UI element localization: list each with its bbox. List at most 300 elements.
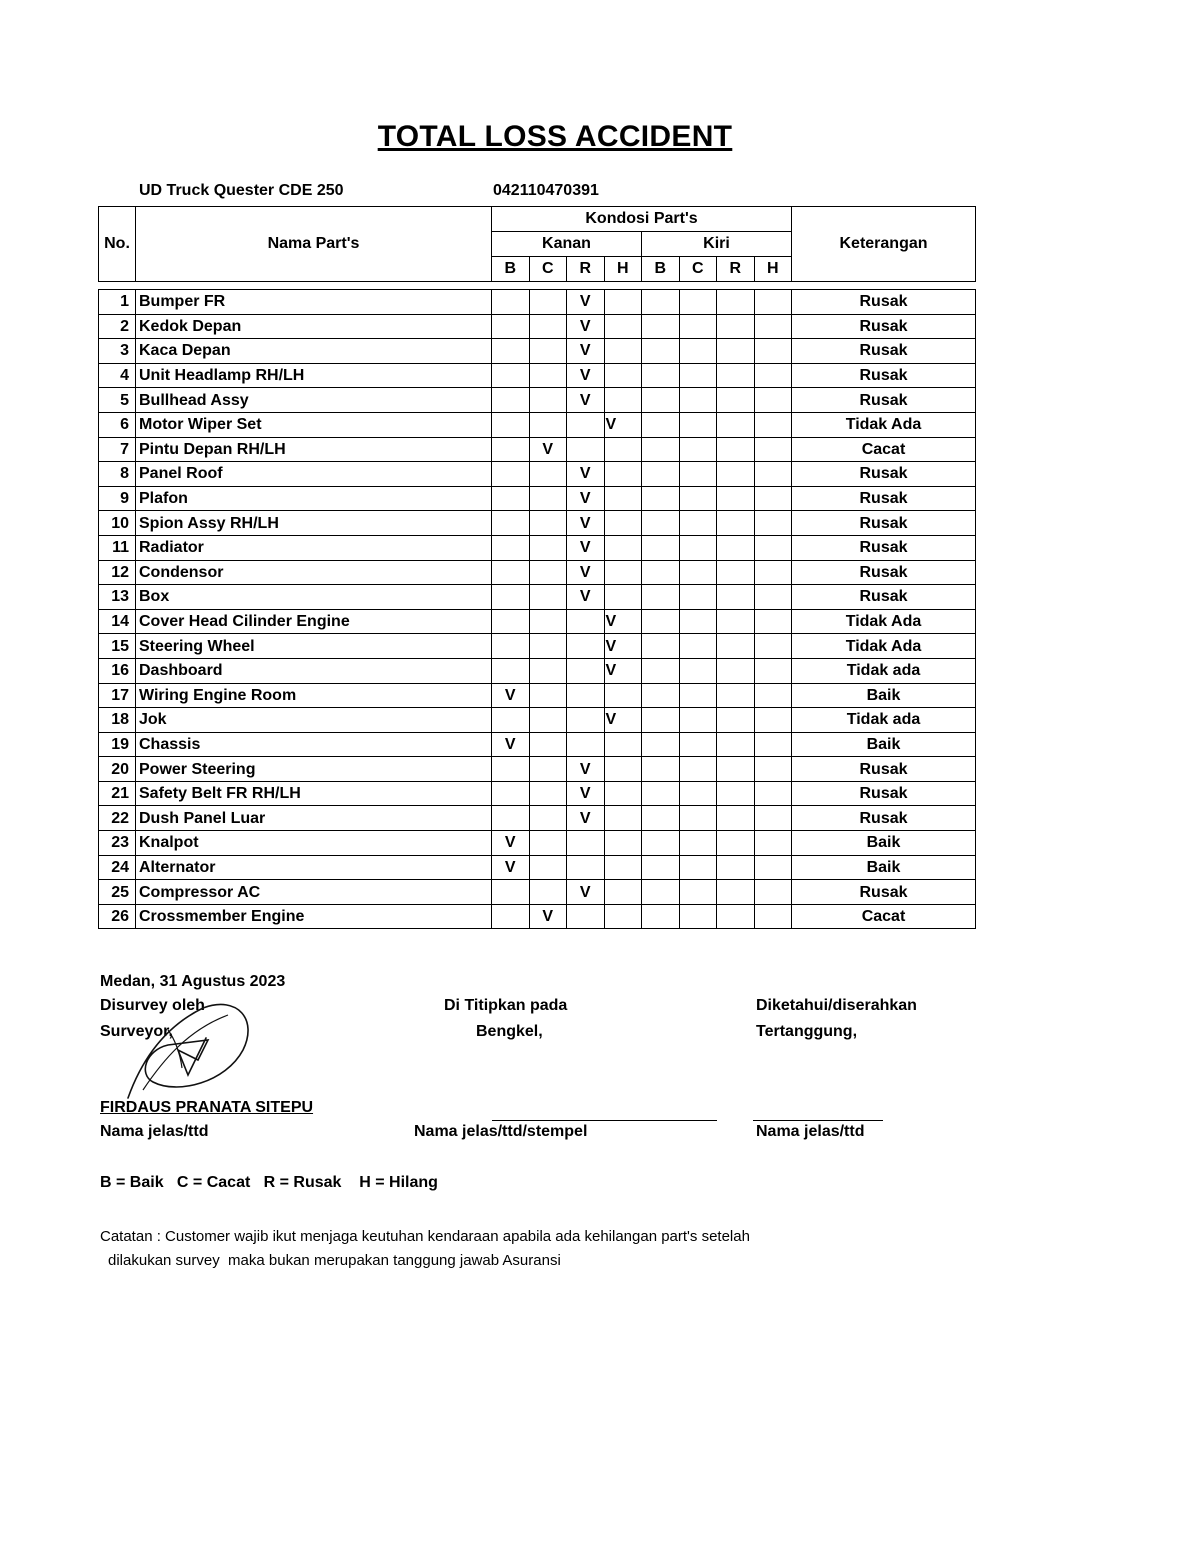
- table-row: [99, 806, 976, 831]
- condition-cell-b-left: [642, 290, 680, 315]
- condition-cell-r-right: [567, 855, 605, 880]
- condition-cell-b-right: [492, 412, 530, 437]
- condition-cell-b-left: [642, 535, 680, 560]
- condition-cell-c-left: [679, 831, 717, 856]
- condition-cell-b-right: [492, 880, 530, 905]
- condition-cell-h-left: [754, 757, 792, 782]
- condition-cell-h-left: [754, 560, 792, 585]
- table-row: [99, 708, 976, 733]
- condition-cell-r-left: [717, 363, 755, 388]
- row-number: 3: [99, 339, 136, 364]
- condition-cell-c-left: [679, 585, 717, 610]
- condition-cell-b-left: [642, 388, 680, 413]
- header-sub-h-right: H: [604, 257, 642, 282]
- condition-cell-c-right: V: [529, 437, 567, 462]
- row-number: 20: [99, 757, 136, 782]
- condition-cell-c-left: [679, 757, 717, 782]
- condition-cell-c-left: [679, 658, 717, 683]
- part-name: Kedok Depan: [136, 314, 492, 339]
- condition-cell-r-left: [717, 486, 755, 511]
- condition-cell-b-left: [642, 831, 680, 856]
- document-number: 042110470391: [493, 182, 599, 199]
- surveyor-label-line2: Surveyor,: [100, 1023, 173, 1040]
- workshop-signature-line: [492, 1120, 717, 1121]
- part-name: Safety Belt FR RH/LH: [136, 781, 492, 806]
- part-name: Motor Wiper Set: [136, 412, 492, 437]
- part-note: Rusak: [792, 388, 976, 413]
- condition-cell-c-right: [529, 609, 567, 634]
- table-row: [99, 781, 976, 806]
- condition-cell-r-right: V: [567, 388, 605, 413]
- signature-date: Medan, 31 Agustus 2023: [100, 973, 286, 990]
- table-header: [98, 206, 976, 282]
- condition-cell-h-left: [754, 708, 792, 733]
- condition-cell-c-right: [529, 560, 567, 585]
- condition-cell-b-right: [492, 658, 530, 683]
- row-number: 13: [99, 585, 136, 610]
- condition-cell-r-right: [567, 437, 605, 462]
- condition-cell-b-left: [642, 585, 680, 610]
- table-row: [99, 314, 976, 339]
- row-number: 26: [99, 904, 136, 929]
- part-name: Crossmember Engine: [136, 904, 492, 929]
- note-line-2: dilakukan survey maka bukan merupakan tanggung jawab Asuransi: [108, 1252, 561, 1269]
- table-row: [99, 486, 976, 511]
- row-number: 24: [99, 855, 136, 880]
- condition-legend: B = Baik C = Cacat R = Rusak H = Hilang: [100, 1174, 438, 1191]
- condition-cell-r-left: [717, 412, 755, 437]
- condition-cell-c-left: [679, 339, 717, 364]
- condition-cell-h-right: [604, 363, 642, 388]
- header-sub-c-left: C: [679, 257, 717, 282]
- row-number: 8: [99, 462, 136, 487]
- table-row: [99, 560, 976, 585]
- condition-cell-h-left: [754, 855, 792, 880]
- table-row: [99, 831, 976, 856]
- condition-cell-h-right: V: [604, 708, 642, 733]
- part-name: Spion Assy RH/LH: [136, 511, 492, 536]
- table-row: [99, 339, 976, 364]
- condition-cell-c-right: [529, 880, 567, 905]
- condition-cell-c-left: [679, 634, 717, 659]
- condition-cell-b-left: [642, 658, 680, 683]
- condition-cell-r-left: [717, 781, 755, 806]
- condition-cell-b-right: [492, 757, 530, 782]
- condition-cell-r-right: V: [567, 486, 605, 511]
- condition-cell-b-right: [492, 781, 530, 806]
- condition-cell-r-left: [717, 388, 755, 413]
- part-note: Cacat: [792, 904, 976, 929]
- condition-cell-b-right: V: [492, 855, 530, 880]
- insured-caption: Nama jelas/ttd: [756, 1123, 865, 1140]
- condition-cell-h-right: [604, 904, 642, 929]
- condition-cell-h-right: [604, 511, 642, 536]
- condition-cell-b-right: [492, 585, 530, 610]
- table-row: [99, 412, 976, 437]
- condition-cell-b-left: [642, 806, 680, 831]
- part-note: Tidak ada: [792, 708, 976, 733]
- part-name: Bullhead Assy: [136, 388, 492, 413]
- condition-cell-b-left: [642, 781, 680, 806]
- part-note: Tidak Ada: [792, 634, 976, 659]
- condition-cell-r-right: V: [567, 339, 605, 364]
- row-number: 5: [99, 388, 136, 413]
- condition-cell-c-right: [529, 708, 567, 733]
- header-note: Keterangan: [792, 207, 976, 282]
- condition-cell-b-left: [642, 339, 680, 364]
- condition-cell-h-left: [754, 388, 792, 413]
- condition-cell-h-right: [604, 437, 642, 462]
- condition-cell-c-right: [529, 339, 567, 364]
- condition-cell-h-left: [754, 732, 792, 757]
- part-note: Rusak: [792, 486, 976, 511]
- table-row: [99, 732, 976, 757]
- condition-cell-r-left: [717, 757, 755, 782]
- part-note: Tidak Ada: [792, 412, 976, 437]
- table-row: [99, 437, 976, 462]
- condition-cell-r-left: [717, 560, 755, 585]
- condition-cell-c-right: [529, 683, 567, 708]
- condition-cell-h-left: [754, 683, 792, 708]
- condition-cell-h-left: [754, 437, 792, 462]
- row-number: 25: [99, 880, 136, 905]
- part-name: Pintu Depan RH/LH: [136, 437, 492, 462]
- condition-cell-h-right: V: [604, 634, 642, 659]
- part-name: Plafon: [136, 486, 492, 511]
- condition-cell-h-left: [754, 535, 792, 560]
- condition-cell-c-left: [679, 732, 717, 757]
- condition-cell-h-left: [754, 339, 792, 364]
- condition-cell-c-right: [529, 831, 567, 856]
- part-name: Dush Panel Luar: [136, 806, 492, 831]
- condition-cell-b-right: [492, 609, 530, 634]
- condition-cell-c-right: [529, 855, 567, 880]
- part-note: Baik: [792, 855, 976, 880]
- condition-cell-r-right: V: [567, 314, 605, 339]
- part-name: Radiator: [136, 535, 492, 560]
- part-note: Rusak: [792, 880, 976, 905]
- workshop-caption: Nama jelas/ttd/stempel: [414, 1123, 588, 1140]
- condition-cell-c-right: [529, 806, 567, 831]
- part-name: Dashboard: [136, 658, 492, 683]
- condition-cell-c-left: [679, 486, 717, 511]
- header-sub-h-left: H: [754, 257, 792, 282]
- condition-cell-h-left: [754, 290, 792, 315]
- condition-cell-h-right: [604, 683, 642, 708]
- condition-cell-b-right: V: [492, 683, 530, 708]
- header-sub-r-left: R: [717, 257, 755, 282]
- condition-cell-b-left: [642, 708, 680, 733]
- condition-cell-r-left: [717, 609, 755, 634]
- condition-cell-c-left: [679, 437, 717, 462]
- insured-label-line1: Diketahui/diserahkan: [756, 997, 917, 1014]
- condition-cell-c-left: [679, 855, 717, 880]
- condition-cell-c-left: [679, 683, 717, 708]
- condition-cell-b-right: [492, 634, 530, 659]
- part-name: Bumper FR: [136, 290, 492, 315]
- condition-cell-r-right: [567, 634, 605, 659]
- part-note: Rusak: [792, 363, 976, 388]
- part-name: Wiring Engine Room: [136, 683, 492, 708]
- condition-cell-c-right: [529, 462, 567, 487]
- condition-cell-r-left: [717, 585, 755, 610]
- header-right-side: Kanan: [492, 232, 642, 257]
- condition-cell-c-left: [679, 880, 717, 905]
- condition-cell-b-right: V: [492, 732, 530, 757]
- condition-cell-h-right: [604, 339, 642, 364]
- part-note: Tidak Ada: [792, 609, 976, 634]
- part-note: Rusak: [792, 339, 976, 364]
- table-row: [99, 904, 976, 929]
- condition-cell-r-left: [717, 708, 755, 733]
- condition-cell-b-right: [492, 560, 530, 585]
- part-name: Unit Headlamp RH/LH: [136, 363, 492, 388]
- row-number: 2: [99, 314, 136, 339]
- condition-cell-h-right: [604, 535, 642, 560]
- condition-cell-r-left: [717, 437, 755, 462]
- part-note: Rusak: [792, 535, 976, 560]
- table-row: [99, 585, 976, 610]
- condition-cell-b-right: [492, 511, 530, 536]
- condition-cell-r-left: [717, 339, 755, 364]
- table-row: [99, 634, 976, 659]
- condition-cell-r-right: V: [567, 560, 605, 585]
- condition-cell-c-left: [679, 388, 717, 413]
- vehicle-name: UD Truck Quester CDE 250: [139, 182, 344, 199]
- condition-cell-c-right: [529, 634, 567, 659]
- condition-cell-r-right: V: [567, 511, 605, 536]
- condition-cell-b-right: [492, 806, 530, 831]
- table-row: [99, 462, 976, 487]
- condition-cell-c-left: [679, 511, 717, 536]
- condition-cell-r-right: [567, 683, 605, 708]
- table-row: [99, 658, 976, 683]
- table-row: [99, 511, 976, 536]
- condition-cell-h-right: [604, 486, 642, 511]
- row-number: 1: [99, 290, 136, 315]
- part-note: Baik: [792, 732, 976, 757]
- table-row: [99, 880, 976, 905]
- condition-cell-r-left: [717, 535, 755, 560]
- condition-cell-c-right: [529, 781, 567, 806]
- condition-cell-b-left: [642, 462, 680, 487]
- part-note: Rusak: [792, 585, 976, 610]
- condition-cell-h-right: V: [604, 658, 642, 683]
- condition-cell-c-right: V: [529, 904, 567, 929]
- surveyor-signature: [108, 990, 258, 1105]
- part-name: Box: [136, 585, 492, 610]
- condition-cell-c-left: [679, 314, 717, 339]
- part-name: Condensor: [136, 560, 492, 585]
- condition-cell-c-right: [529, 290, 567, 315]
- condition-cell-b-right: [492, 314, 530, 339]
- table-row: [99, 388, 976, 413]
- condition-cell-h-left: [754, 462, 792, 487]
- condition-cell-r-left: [717, 880, 755, 905]
- row-number: 22: [99, 806, 136, 831]
- condition-cell-h-left: [754, 831, 792, 856]
- part-note: Rusak: [792, 781, 976, 806]
- condition-cell-r-right: V: [567, 585, 605, 610]
- condition-cell-b-left: [642, 560, 680, 585]
- condition-cell-b-left: [642, 609, 680, 634]
- header-sub-b-left: B: [642, 257, 680, 282]
- condition-cell-h-left: [754, 363, 792, 388]
- part-note: Rusak: [792, 511, 976, 536]
- condition-cell-h-left: [754, 314, 792, 339]
- condition-cell-c-left: [679, 363, 717, 388]
- part-name: Alternator: [136, 855, 492, 880]
- condition-cell-r-left: [717, 732, 755, 757]
- row-number: 19: [99, 732, 136, 757]
- table-row: [99, 855, 976, 880]
- part-name: Compressor AC: [136, 880, 492, 905]
- condition-cell-c-left: [679, 708, 717, 733]
- condition-cell-c-right: [529, 388, 567, 413]
- condition-cell-h-right: V: [604, 609, 642, 634]
- condition-cell-h-right: [604, 831, 642, 856]
- condition-cell-r-right: [567, 732, 605, 757]
- condition-cell-r-left: [717, 831, 755, 856]
- condition-cell-b-right: [492, 462, 530, 487]
- part-note: Rusak: [792, 290, 976, 315]
- condition-cell-b-left: [642, 511, 680, 536]
- condition-cell-c-left: [679, 412, 717, 437]
- condition-cell-b-right: [492, 363, 530, 388]
- condition-cell-c-left: [679, 904, 717, 929]
- condition-cell-r-right: V: [567, 363, 605, 388]
- table-row: [99, 609, 976, 634]
- condition-cell-h-right: [604, 462, 642, 487]
- row-number: 14: [99, 609, 136, 634]
- condition-cell-c-right: [529, 585, 567, 610]
- row-number: 7: [99, 437, 136, 462]
- insured-signature-line: [753, 1120, 883, 1121]
- condition-cell-b-left: [642, 732, 680, 757]
- row-number: 15: [99, 634, 136, 659]
- condition-cell-b-left: [642, 880, 680, 905]
- condition-cell-h-right: [604, 757, 642, 782]
- table-row: [99, 290, 976, 315]
- condition-cell-c-right: [529, 658, 567, 683]
- row-number: 6: [99, 412, 136, 437]
- header-sub-b-right: B: [492, 257, 530, 282]
- condition-cell-h-left: [754, 904, 792, 929]
- condition-cell-b-left: [642, 634, 680, 659]
- condition-cell-b-left: [642, 855, 680, 880]
- row-number: 21: [99, 781, 136, 806]
- condition-cell-c-left: [679, 806, 717, 831]
- surveyor-caption: Nama jelas/ttd: [100, 1123, 209, 1140]
- condition-cell-h-right: [604, 585, 642, 610]
- condition-cell-c-right: [529, 486, 567, 511]
- condition-cell-c-right: [529, 363, 567, 388]
- condition-cell-h-left: [754, 609, 792, 634]
- header-sub-c-right: C: [529, 257, 567, 282]
- surveyor-label-line1: Disurvey oleh: [100, 997, 205, 1014]
- condition-cell-r-right: [567, 658, 605, 683]
- condition-cell-r-left: [717, 634, 755, 659]
- table-row: [99, 363, 976, 388]
- condition-cell-b-left: [642, 486, 680, 511]
- condition-cell-r-right: V: [567, 462, 605, 487]
- condition-cell-b-right: V: [492, 831, 530, 856]
- note-line-1: Catatan : Customer wajib ikut menjaga keutuhan kendaraan apabila ada kehilangan part's setelah: [100, 1228, 750, 1245]
- condition-cell-h-left: [754, 486, 792, 511]
- part-note: Rusak: [792, 314, 976, 339]
- condition-cell-r-left: [717, 314, 755, 339]
- condition-cell-r-left: [717, 511, 755, 536]
- condition-cell-h-left: [754, 412, 792, 437]
- condition-cell-h-left: [754, 511, 792, 536]
- header-condition: Kondosi Part's: [492, 207, 792, 232]
- part-name: Jok: [136, 708, 492, 733]
- header-no: No.: [99, 207, 136, 282]
- condition-cell-b-left: [642, 314, 680, 339]
- condition-cell-r-left: [717, 683, 755, 708]
- condition-cell-b-right: [492, 486, 530, 511]
- condition-cell-b-left: [642, 412, 680, 437]
- workshop-label-line1: Di Titipkan pada: [444, 997, 568, 1014]
- condition-cell-c-left: [679, 781, 717, 806]
- condition-cell-b-left: [642, 904, 680, 929]
- workshop-label-line2: Bengkel,: [476, 1023, 543, 1040]
- part-name: Knalpot: [136, 831, 492, 856]
- condition-cell-r-right: [567, 412, 605, 437]
- condition-cell-h-right: [604, 314, 642, 339]
- condition-cell-r-right: [567, 708, 605, 733]
- condition-cell-r-right: [567, 831, 605, 856]
- condition-cell-b-right: [492, 290, 530, 315]
- part-note: Rusak: [792, 560, 976, 585]
- part-note: Rusak: [792, 806, 976, 831]
- condition-cell-h-left: [754, 880, 792, 905]
- condition-cell-b-right: [492, 535, 530, 560]
- condition-cell-r-left: [717, 806, 755, 831]
- condition-cell-h-left: [754, 658, 792, 683]
- condition-cell-b-right: [492, 437, 530, 462]
- condition-cell-r-right: [567, 904, 605, 929]
- header-part-name: Nama Part's: [136, 207, 492, 282]
- condition-cell-h-right: [604, 855, 642, 880]
- condition-cell-h-right: [604, 732, 642, 757]
- row-number: 11: [99, 535, 136, 560]
- condition-cell-c-left: [679, 560, 717, 585]
- condition-cell-c-right: [529, 412, 567, 437]
- condition-cell-r-right: V: [567, 757, 605, 782]
- condition-cell-r-right: V: [567, 535, 605, 560]
- condition-cell-b-right: [492, 708, 530, 733]
- part-note: Tidak ada: [792, 658, 976, 683]
- condition-cell-h-left: [754, 585, 792, 610]
- condition-cell-h-right: [604, 806, 642, 831]
- condition-cell-c-right: [529, 757, 567, 782]
- table-row: [99, 535, 976, 560]
- part-name: Chassis: [136, 732, 492, 757]
- condition-cell-h-right: V: [604, 412, 642, 437]
- condition-cell-c-right: [529, 732, 567, 757]
- row-number: 16: [99, 658, 136, 683]
- row-number: 17: [99, 683, 136, 708]
- row-number: 10: [99, 511, 136, 536]
- insured-label-line2: Tertanggung,: [756, 1023, 858, 1040]
- condition-cell-r-left: [717, 855, 755, 880]
- condition-cell-h-right: [604, 560, 642, 585]
- condition-cell-c-right: [529, 535, 567, 560]
- condition-cell-h-left: [754, 806, 792, 831]
- condition-cell-h-right: [604, 781, 642, 806]
- part-note: Baik: [792, 831, 976, 856]
